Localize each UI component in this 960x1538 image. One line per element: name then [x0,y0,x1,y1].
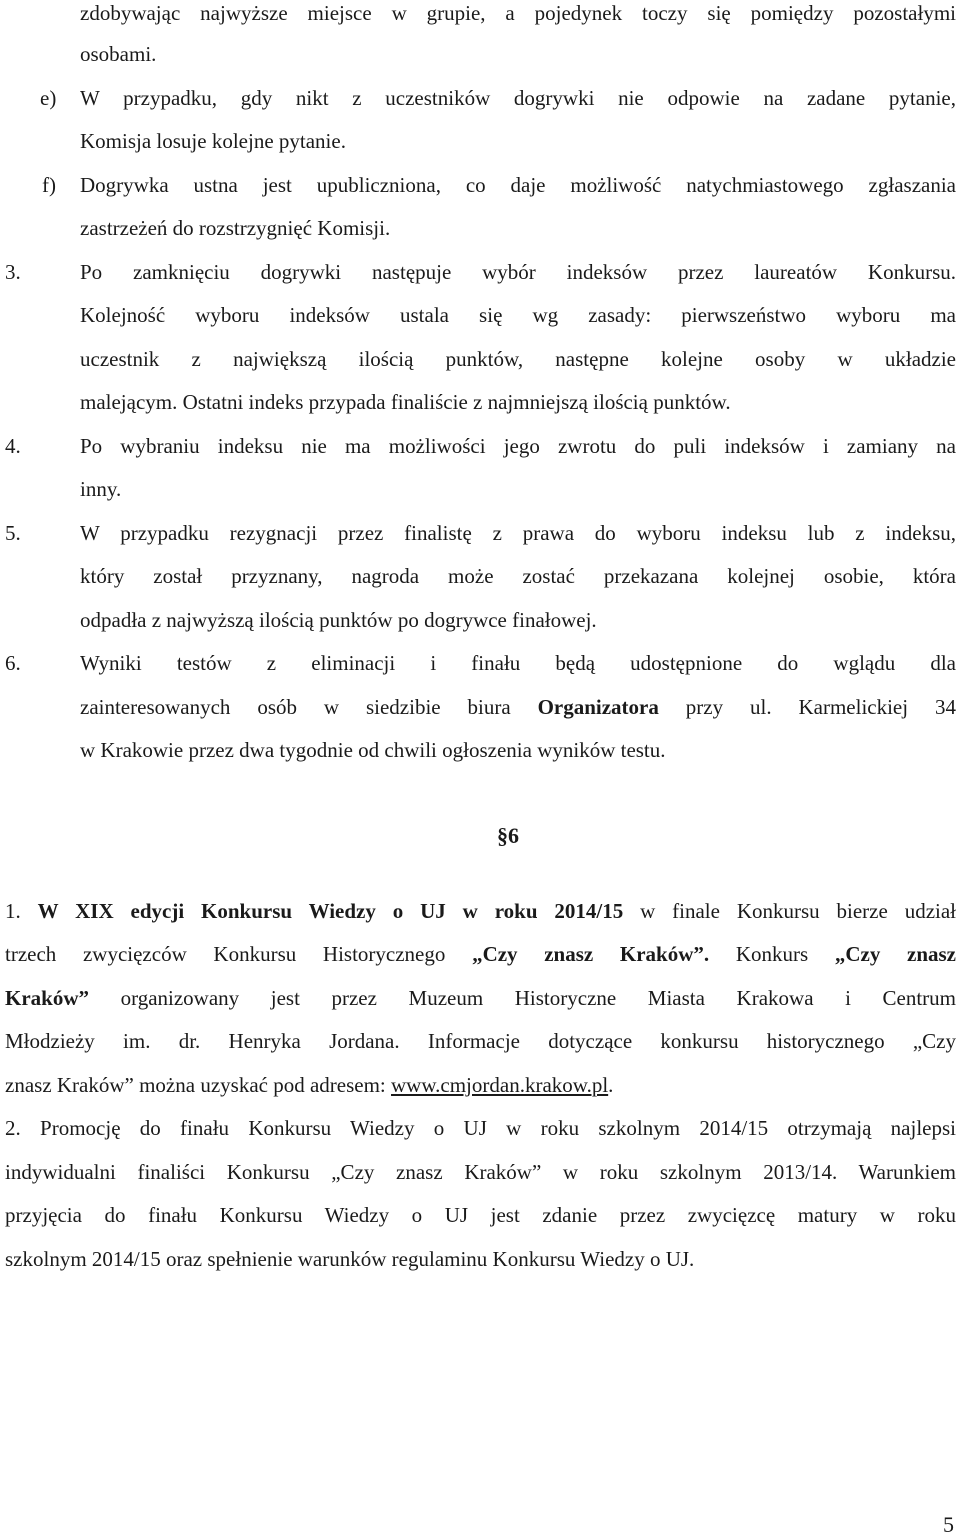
organizer-bold: Organizatora [537,695,659,719]
list-marker: 4. [5,434,21,458]
text-line [80,694,956,720]
text-line: Kolejność wyboru indeksów ustala się wg zasady: pierwszeństwo wyboru ma [80,303,956,327]
text-line: indywidualni finaliści Konkursu „Czy znasz Kraków” w roku szkolnym 2013/14. Warunkiem [5,1160,956,1184]
text-line: Wyniki testów z eliminacji i finału będą udostępnione do wglądu dla [80,651,956,675]
text-span: znasz Kraków” można uzyskać pod adresem: [5,1073,392,1097]
text-line: zastrzeżeń do rozstrzygnięć Komisji. [80,216,391,240]
text-line: Dogrywka ustna jest upubliczniona, co daje możliwość natychmiastowego zgłaszania [80,173,956,197]
text-line: przyjęcia do finału Konkursu Wiedzy o UJ jest zdanie przez zwycięzcę matury w roku [5,1203,956,1227]
text-line: Młodzieży im. dr. Henryka Jordana. Informacje dotyczące konkursu historycznego „Czy [5,1029,956,1053]
text-line [5,898,956,924]
page-number: 5 [943,1512,954,1537]
text-line [5,985,956,1011]
text-span: organizowany jest przez Muzeum Historyczne Miasta Krakowa i Centrum [89,986,956,1010]
text-line: Po zamknięciu dogrywki następuje wybór indeksów przez laureatów Konkursu. [80,260,956,284]
bold-span: „Czy znasz Kraków”. [472,942,710,966]
text-line: Komisja losuje kolejne pytanie. [80,129,346,153]
text-line [5,941,956,967]
list-marker: f) [42,173,56,197]
text-line: który został przyznany, nagroda może zostać przekazana kolejnej osobie, która [80,564,956,588]
text-line: osobami. [80,42,157,66]
text-line: W przypadku rezygnacji przez finalistę z prawa do wyboru indeksu lub z indeksu, [80,521,956,545]
text-line [5,1072,613,1098]
text-line: uczestnik z największą ilością punktów, następne kolejne osoby w układzie [80,347,956,371]
text-line: inny. [80,477,122,501]
text-span: przy ul. Karmelickiej 34 [658,695,956,719]
text-line: W przypadku, gdy nikt z uczestników dogrywki nie odpowie na zadane pytanie, [80,86,956,110]
text-line: w Krakowie przez dwa tygodnie od chwili ogłoszenia wyników testu. [80,738,666,762]
text-span: trzech zwycięzców Konkursu Historycznego [5,942,473,966]
section-heading: §6 [497,823,519,848]
text-span: w finale Konkursu bierze udział [623,899,957,923]
list-marker: 3. [5,260,21,284]
list-marker: 5. [5,521,21,545]
text-span: Konkurs [709,942,835,966]
bold-span: „Czy znasz [834,942,956,966]
text-span: . [608,1073,614,1097]
website-link[interactable]: www.cmjordan.krakow.pl [391,1073,609,1097]
text-span: zainteresowanych osób w siedzibie biura [80,695,538,719]
text-line: malejącym. Ostatni indeks przypada finaliście z najmniejszą ilością punktów. [80,390,731,414]
bold-span: Kraków” [5,986,89,1010]
list-marker: e) [40,86,57,110]
text-line: zdobywając najwyższe miejsce w grupie, a pojedynek toczy się pomiędzy pozostałymi [80,1,956,25]
list-marker: 6. [5,651,21,675]
bold-span: W XIX edycji Konkursu Wiedzy o UJ w roku 2014/15 [37,899,624,923]
text-span: 1. [5,899,38,923]
text-line: szkolnym 2014/15 oraz spełnienie warunków regulaminu Konkursu Wiedzy o UJ. [5,1247,695,1271]
text-line: odpadła z najwyższą ilością punktów po dogrywce finałowej. [80,608,597,632]
text-line: 2. Promocję do finału Konkursu Wiedzy o UJ w roku szkolnym 2014/15 otrzymają najlepsi [5,1116,956,1140]
text-line: Po wybraniu indeksu nie ma możliwości jego zwrotu do puli indeksów i zamiany na [80,434,956,458]
